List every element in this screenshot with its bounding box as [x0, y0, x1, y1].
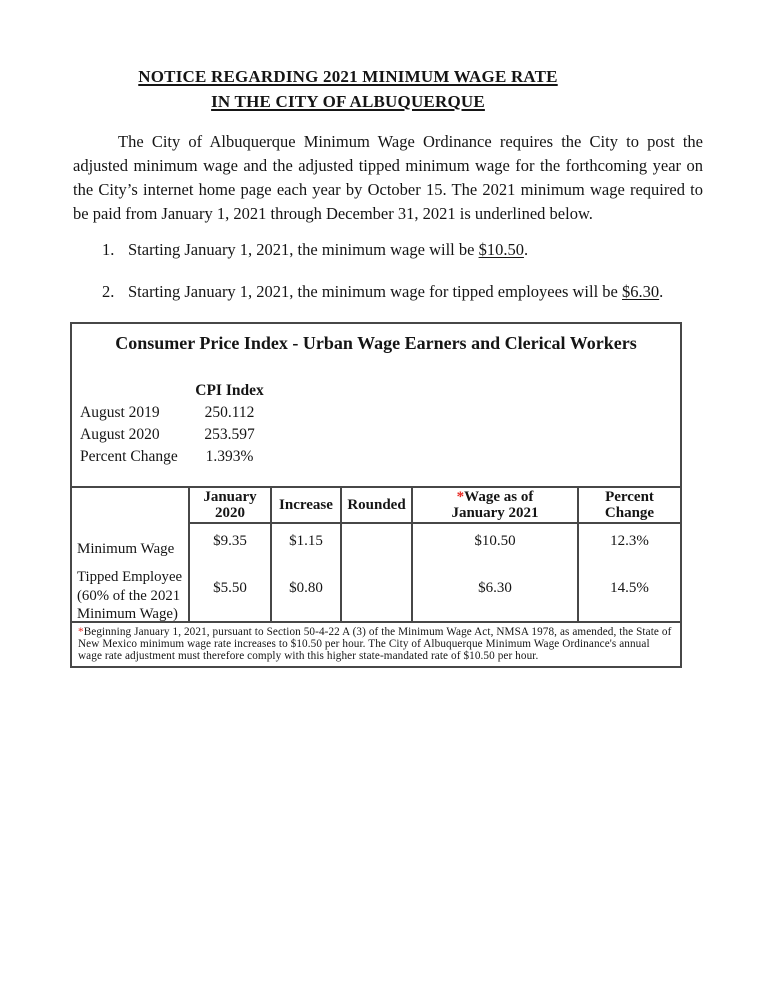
cell-minimum-wage-2021: $10.50	[474, 533, 516, 549]
cpi-index-row-percent-change	[80, 446, 680, 468]
cell-minimum-wage-increase: $1.15	[289, 533, 323, 549]
header-line: Rounded	[347, 497, 406, 513]
wage-table-header-january-2020	[188, 488, 270, 524]
wage-table-column-percent-change	[577, 524, 680, 621]
cpi-row-value: 1.393%	[205, 448, 254, 465]
cpi-index-header-row	[80, 380, 680, 402]
list-item-2-number: 2.	[102, 282, 115, 301]
list-item-2	[102, 280, 703, 304]
header-line: Change	[604, 505, 655, 521]
wage-table-column-wage-as-of-january-2021	[411, 524, 577, 621]
header-line: January 2021	[451, 505, 539, 521]
wage-table-body	[72, 524, 680, 621]
list-item-2-suffix: .	[659, 282, 664, 301]
list-item-2-body: Starting January 1, 2021, the minimum wage for tipped employees will be	[128, 282, 622, 301]
row-label-tipped-employee: Tipped Employee (60% of the 2021 Minimum Wage)	[77, 569, 183, 622]
cpi-index-column-header: CPI Index	[195, 382, 264, 399]
red-asterisk-marker: *	[456, 489, 465, 505]
cpi-row-value: 253.597	[204, 426, 255, 443]
cell-tipped-percent-change: 14.5%	[610, 580, 649, 596]
wage-table-header-percent-change	[577, 488, 680, 524]
cpi-index-header-spacer	[80, 380, 187, 402]
wage-table	[72, 486, 680, 621]
title-line-1: NOTICE REGARDING 2021 MINIMUM WAGE RATE	[138, 67, 558, 86]
header-line: 2020	[215, 505, 245, 521]
cpi-row-label: Percent Change	[80, 448, 178, 465]
list-item-2-text	[128, 280, 663, 304]
header-line	[457, 489, 534, 505]
wage-table-header-increase	[270, 488, 340, 524]
list-item-1-body: Starting January 1, 2021, the minimum wage will be	[128, 240, 479, 259]
title-line-2: IN THE CITY OF ALBUQUERQUE	[211, 92, 485, 111]
cpi-row-label: August 2019	[80, 404, 160, 421]
intro-paragraph: The City of Albuquerque Minimum Wage Ordinance requires the City to post the adjusted minimum wage and the adjusted tipped minimum wage for the forthcoming year on the City’s internet home page each year by October 15. The 2021 minimum wage required to be paid from January 1, 2021 through December 31, 2021 is underlined below.	[73, 132, 703, 223]
cell-tipped-increase: $0.80	[289, 580, 323, 596]
footnote	[72, 621, 680, 666]
red-asterisk-marker: *	[78, 626, 84, 638]
wage-table-column-rounded	[340, 524, 411, 621]
footnote-text: Beginning January 1, 2021, pursuant to Section 50-4-22 A (3) of the Minimum Wage Act, NMSA 1978, as amended, the State of New Mexico minimum wage rate increases to $10.50 per hour. The City of Albuquerque Minimum Wage Ordinance's annual wage rate adjustment must therefore comply with this higher state-mandated rate of $10.50 per hour.	[78, 626, 672, 662]
header-text: Wage as of	[464, 489, 534, 505]
wage-table-header-rounded	[340, 488, 411, 524]
cell-minimum-wage-rounded	[342, 524, 411, 568]
cpi-index-table	[80, 380, 680, 468]
cell-tipped-rounded	[342, 568, 411, 580]
list-item-2-underlined-amount: $6.30	[622, 282, 660, 301]
cell-tipped-2021: $6.30	[478, 580, 512, 596]
wage-table-header-wage-as-of-january-2021	[411, 488, 577, 524]
cpi-box-title: Consumer Price Index - Urban Wage Earners and Clerical Workers	[115, 333, 637, 353]
cpi-box	[70, 322, 682, 668]
document-title	[73, 0, 623, 114]
wage-table-row-labels	[72, 524, 188, 621]
list-item-1-underlined-amount: $10.50	[478, 240, 524, 259]
list-item-1-suffix: .	[523, 240, 529, 259]
cell-minimum-wage-percent-change: 12.3%	[610, 533, 649, 549]
header-line: January	[203, 489, 257, 505]
cpi-row-value: 250.112	[204, 404, 255, 421]
cell-tipped-january-2020: $5.50	[213, 580, 247, 596]
list-item-1-number: 1.	[102, 240, 115, 259]
cpi-index-row-august-2019	[80, 402, 680, 424]
header-line: Increase	[279, 497, 333, 513]
wage-table-column-increase	[270, 524, 340, 621]
header-line: Percent	[605, 489, 654, 505]
cell-minimum-wage-january-2020: $9.35	[213, 533, 247, 549]
wage-table-header-row	[72, 488, 680, 524]
row-label-minimum-wage: Minimum Wage	[77, 541, 175, 557]
cpi-index-row-august-2020	[80, 424, 680, 446]
wage-table-header-spacer	[72, 488, 188, 524]
list-item-1	[102, 238, 703, 262]
wage-table-column-january-2020	[188, 524, 270, 621]
cpi-row-label: August 2020	[80, 426, 160, 443]
list-item-1-text	[128, 238, 528, 262]
